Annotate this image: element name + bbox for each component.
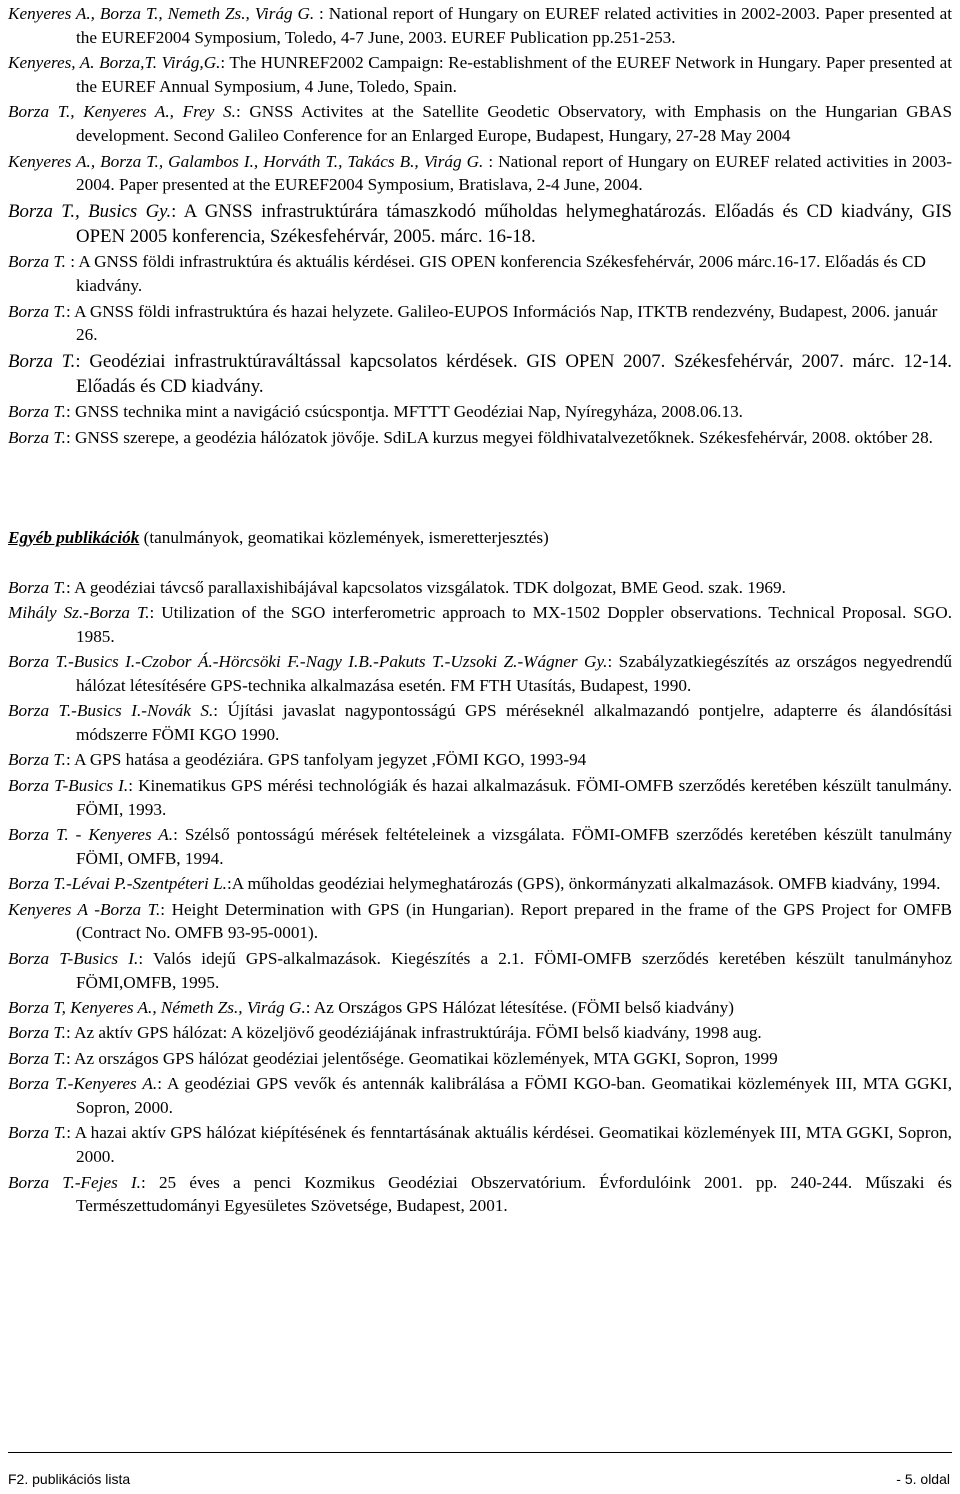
reference-authors: Borza T., Busics Gy. (8, 200, 172, 222)
reference-entry (8, 576, 952, 600)
reference-entry (8, 872, 952, 896)
reference-entry (8, 100, 952, 148)
reference-entry (8, 1047, 952, 1071)
reference-entry (8, 947, 952, 995)
reference-text: : A GNSS földi infrastruktúra és hazai helyzete. Galileo-EUPOS Információs Nap, ITKTB rendezvény, Budapest, 2006. január 26. (65, 301, 938, 345)
reference-authors: Borza T. (8, 427, 66, 447)
reference-authors: Borza T. (8, 1123, 67, 1143)
reference-authors: Kenyeres A., Borza T., Galambos I., Horváth T., Takács B., Virág G. (8, 151, 484, 171)
reference-authors: Borza T. (8, 750, 66, 770)
footer-title: F2. publikációs lista (8, 1471, 131, 1487)
reference-authors: Borza T. - Kenyeres A. (8, 825, 174, 845)
reference-text: : The HUNREF2002 Campaign: Re-establishment of the EUREF Network in Hungary. Paper presented at the EUREF Annual Symposium, 4 June, Toledo, Spain. (76, 53, 952, 96)
reference-authors: Borza T. (8, 252, 66, 272)
reference-text: : A geodéziai GPS vevők és antennák kalibrálása a FÖMI KGO-ban. Geomatikai közlemények III, MTA GGKI, Sopron, 2000. (76, 1074, 952, 1117)
reference-authors: Borza T, Kenyeres A., Németh Zs., Virág G. (8, 997, 306, 1017)
reference-text: : A GNSS infrastruktúrára támaszkodó műholdas helymeghatározás. Előadás és CD kiadvány, GIS OPEN 2005 konferencia, Székesfehérvár, 2005. márc. 16-18. (76, 200, 952, 247)
reference-authors: Kenyeres, A. Borza,T. Virág,G. (8, 53, 221, 73)
reference-entry (8, 774, 952, 822)
reference-text: :A műholdas geodéziai helymeghatározás (GPS), önkormányzati alkalmazások. OMFB kiadvány, 1994. (226, 874, 941, 894)
reference-authors: Borza T.-Busics I.-Czobor Á.-Hörcsöki F.-Nagy I.B.-Pakuts T.-Uzsoki Z.-Wágner Gy. (8, 652, 608, 672)
reference-entry (8, 650, 952, 698)
reference-entry (8, 898, 952, 946)
reference-text: : Az Országos GPS Hálózat létesítése. (FÖMI belső kiadvány) (305, 997, 734, 1017)
reference-text: : GNSS szerepe, a geodézia hálózatok jövője. SdiLA kurzus megyei földhivatalvezetőknek. Székesfehérvár, 2008. október 28. (65, 427, 933, 447)
reference-text: : Az országos GPS hálózat geodéziai jelentősége. Geomatikai közlemények, MTA GGKI, Sopron, 1999 (65, 1048, 778, 1068)
reference-text: : National report of Hungary on EUREF related activities in 2002-2003. Paper presented at the EUREF2004 Symposium, Toledo, 4-7 June, 2003. EUREF Publication pp.251-253. (76, 4, 952, 47)
reference-entry (8, 823, 952, 871)
reference-text: : Height Determination with GPS (in Hungarian). Report prepared in the frame of the GPS Project for OMFB (Contract No. OMFB 93-95-0001). (76, 899, 952, 943)
reference-entry (8, 601, 952, 649)
reference-entry (8, 400, 952, 424)
reference-entry (8, 1171, 952, 1219)
other-publications (8, 576, 952, 1219)
reference-authors: Borza T., Kenyeres A., Frey S. (8, 102, 236, 122)
section-heading (8, 526, 952, 550)
reference-text: : Utilization of the SGO interferometric approach to MX-1502 Doppler observations. Technical Proposal. SGO. 1985. (76, 602, 952, 646)
reference-text: : 25 éves a penci Kozmikus Geodéziai Obszervatórium. Évfordulóink 2001. pp. 240-244. Műszaki és Természettudományi Egyesületes Szövetsége, Budapest, 2001. (76, 1172, 952, 1216)
reference-text: : A GNSS földi infrastruktúra és aktuális kérdései. GIS OPEN konferencia Székesfehérvár, 2006 márc.16-17. Előadás és CD kiadvány. (65, 252, 926, 296)
reference-authors: Borza T. (8, 402, 66, 422)
section-heading-title: Egyéb publikációk (8, 527, 140, 547)
reference-text: : Az aktív GPS hálózat: A közeljövő geodéziájának infrastruktúrája. FÖMI belső kiadvány, 1998 aug. (65, 1023, 762, 1043)
conference-references (8, 2, 952, 450)
reference-authors: Borza T.-Kenyeres A. (8, 1074, 158, 1094)
reference-authors: Borza T.-Busics I.-Novák S. (8, 701, 214, 721)
reference-authors: Borza T.-Lévai P.-Szentpéteri L. (8, 874, 227, 894)
reference-entry (8, 748, 952, 772)
reference-authors: Kenyeres A -Borza T. (8, 899, 161, 919)
reference-entry (8, 2, 952, 50)
reference-entry (8, 1072, 952, 1120)
footer-page-number: - 5. oldal (896, 1471, 950, 1487)
reference-authors: Kenyeres A., Borza T., Nemeth Zs., Virág G. (8, 4, 315, 23)
reference-entry (8, 699, 952, 747)
reference-authors: Borza T-Busics I. (8, 775, 129, 795)
reference-authors: Borza T. (8, 350, 76, 372)
section-heading-subtitle: (tanulmányok, geomatikai közlemények, ismeretterjesztés) (139, 527, 549, 547)
reference-text: : GNSS Activites at the Satellite Geodetic Observatory, with Emphasis on the Hungarian GBAS development. Second Galileo Conference for an Enlarged Europe, Budapest, Hungary, 27-28 May 2004 (76, 102, 952, 146)
footer-rule (8, 1452, 952, 1453)
reference-text: : Kinematikus GPS mérési technológiák és hazai alkalmazásuk. FÖMI-OMFB szerződés keretében készült tanulmány. FÖMI, 1993. (76, 775, 953, 819)
reference-text: : A GPS hatása a geodéziára. GPS tanfolyam jegyzet ,FÖMI KGO, 1993-94 (65, 750, 587, 770)
reference-authors: Borza T. (8, 577, 66, 597)
reference-text: : Szabályzatkiegészítés az országos negyedrendű hálózat létesítésére GPS-technika alkalmazása esetén. FM FTH Utasítás, Budapest, 1990. (76, 652, 952, 695)
reference-text: : A geodéziai távcső parallaxishibájával kapcsolatos vizsgálatok. TDK dolgozat, BME Geod. szak. 1969. (65, 577, 786, 597)
reference-text: : Újítási javaslat nagypontosságú GPS méréseknél alkalmazandó pontjelre, adapterre és álandósítási módszerre FÖMI KGO 1990. (76, 701, 952, 745)
reference-entry (8, 150, 952, 198)
reference-entry (8, 1021, 952, 1045)
reference-authors: Borza T. (8, 1023, 66, 1043)
reference-entry (8, 349, 952, 399)
reference-entry (8, 1121, 952, 1169)
reference-authors: Mihály Sz.-Borza T. (8, 602, 150, 622)
reference-entry (8, 300, 952, 348)
reference-list (8, 2, 952, 1220)
reference-authors: Borza T. (8, 1048, 66, 1068)
reference-authors: Borza T.-Fejes I. (8, 1172, 141, 1192)
reference-text: : Valós idejű GPS-alkalmazások. Kiegészítés a 2.1. FÖMI-OMFB szerződés keretében készült tanulmányhoz FÖMI,OMFB, 1995. (76, 948, 952, 992)
reference-authors: Borza T-Busics I. (8, 948, 139, 968)
reference-entry (8, 199, 952, 249)
reference-text: : National report of Hungary on EUREF related activities in 2003-2004. Paper presented at the EUREF2004 Symposium, Bratislava, 2-4 June, 2004. (76, 151, 952, 195)
reference-text: : Szélső pontosságú mérések feltételeinek a vizsgálata. FÖMI-OMFB szerződés keretében készült tanulmány FÖMI, OMFB, 1994. (76, 825, 953, 868)
reference-text: : Geodéziai infrastruktúraváltással kapcsolatos kérdések. GIS OPEN 2007. Székesfehérvár, 2007. márc. 12-14. Előadás és CD kiadvány. (75, 350, 952, 397)
reference-entry (8, 996, 952, 1020)
reference-entry (8, 426, 952, 450)
reference-text: : A hazai aktív GPS hálózat kiépítésének és fenntartásának aktuális kérdései. Geomatikai közlemények III, MTA GGKI, Sopron, 2000. (66, 1123, 952, 1167)
reference-entry (8, 51, 952, 99)
reference-text: : GNSS technika mint a navigáció csúcspontja. MFTTT Geodéziai Nap, Nyíregyháza, 2008.06.13. (65, 402, 743, 422)
reference-authors: Borza T. (8, 301, 66, 321)
reference-entry (8, 250, 952, 298)
